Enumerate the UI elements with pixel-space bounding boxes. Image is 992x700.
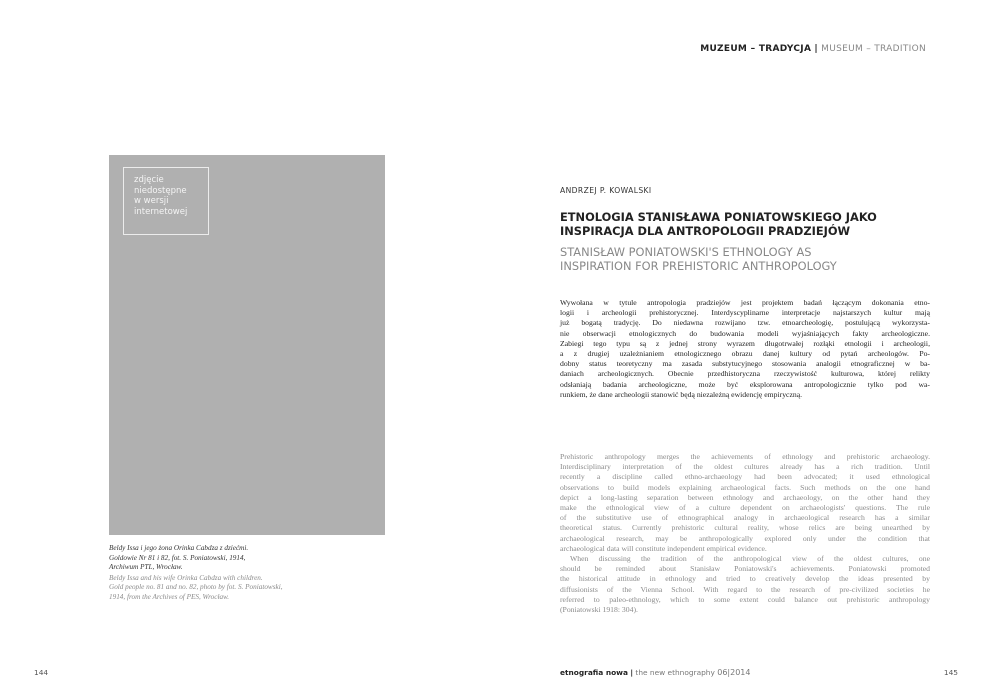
abstract-line: theoretical status. Currently prehistoric cultural reality, whose relics are being unearthed by xyxy=(560,523,930,533)
photo-placeholder xyxy=(109,155,385,535)
photo-note-line: zdjęcie xyxy=(134,175,164,185)
photo-note-line: internetowej xyxy=(134,206,188,217)
abstract-line: depict a long-lasting separation between ethnology and archaeology, on the other hand they xyxy=(560,492,930,502)
abstract-line: daniach archeologicznych. Obecnie przedhistoryczna rzeczywistość kulturowa, której relikty xyxy=(560,369,930,379)
title-line: INSPIRATION FOR PREHISTORIC ANTHROPOLOGY xyxy=(560,259,837,273)
abstract-line: dobny status teoretyczny ma zasada substytucyjnego stosowania analogii etnograficznej w ba- xyxy=(560,359,930,369)
abstract-line: Prehistoric anthropology merges the achievements of ethnology and prehistoric archaeology. xyxy=(560,452,930,461)
header-series-en: MUSEUM – TRADITION xyxy=(821,44,926,54)
abstract-line: When discussing the tradition of the anthropological view of the oldest cultures, one xyxy=(570,554,930,564)
caption-line: Gold people no. 81 and no. 82, photo by fot. S. Poniatowski, xyxy=(109,583,283,592)
caption-line: Archiwum PTL, Wrocław. xyxy=(109,563,183,572)
caption-line: Goldowie Nr 81 i 82, fot. S. Poniatowski, 1914, xyxy=(109,553,246,562)
caption-polish xyxy=(109,544,359,573)
caption-line: 1914, from the Archives of PES, Wrocław. xyxy=(109,592,230,601)
abstract-line: diffusionists of the Vienna School. With regard to the research of pre-civilized societies he xyxy=(560,584,930,594)
header-series-pl: MUZEUM – TRADYCJA xyxy=(700,44,812,54)
abstract-line: archaeological research, may be anthropologically explored only under the condition that xyxy=(560,533,930,543)
abstract-line: Zabiegi tego typu są z jednej strony wyrazem długotrwałej rozłąki etnologii i archeologii, xyxy=(560,338,930,348)
footer-separator: | xyxy=(630,668,634,677)
photo-note-line: w wersji xyxy=(134,196,169,206)
author-name: ANDRZEJ P. KOWALSKI xyxy=(560,186,652,195)
abstract-line: of the substitutive use of ethnographical analogy in archaeological research has a similar xyxy=(560,513,930,523)
abstract-line: nie obserwacji etnologicznych do budowania modeli wyjaśniających fakty archeologiczne. xyxy=(560,328,930,338)
abstract-line: archaeological data will constitute independent empirical evidence. xyxy=(560,543,767,553)
abstract-polish xyxy=(560,298,930,400)
abstract-line: (Poniatowski 1918: 304). xyxy=(560,605,638,615)
abstract-line: runkiem, że dane archeologii stanowić będą niezależną ewidencję empiryczną. xyxy=(560,389,803,399)
journal-name-pl: etnografia nowa xyxy=(560,668,628,677)
photo-note-line: niedostępne xyxy=(134,185,187,196)
abstract-line: referred to paleo-ethnology, which to some extent could balance out prehistoric anthropology xyxy=(560,594,930,604)
abstract-line: Wywołana w tytule antropologia pradziejów jest projektem badań łączącym dokonania etno- xyxy=(560,298,930,307)
abstract-line: odsłaniają badania archeologiczne, może być eksplorowana antropologicznie tylko pod wa- xyxy=(560,379,930,389)
abstract-line: recently a discipline called ethno-archaeology had been advocated; it used ethnological xyxy=(560,472,930,482)
caption-english xyxy=(109,574,359,603)
abstract-line: logii i archeologii prehistorycznej. Interdyscyplinarne interpretacje najstarszych kultur mają xyxy=(560,308,930,318)
abstract-line: już bogatą tradycję. Do niedawna rozwijano tzw. etnoarcheologię, postulującą wykorzysta- xyxy=(560,318,930,328)
abstract-line: should be reminded about Stanisław Poniatowski's achievements. Poniatowski promoted xyxy=(560,564,930,574)
article-title-polish xyxy=(560,210,930,238)
issue-number: 06|2014 xyxy=(717,668,751,677)
photo-caption xyxy=(109,544,359,603)
page-number-right: 145 xyxy=(943,668,958,677)
abstract-line: make the ethnological view of a culture dependent on archaeologists' questions. The rule xyxy=(560,503,930,513)
abstract-line: a z drugiej uzależnianiem etnologicznego obrazu danej kultury od pytań archeologów. Po- xyxy=(560,349,930,359)
abstract-line: the historical attitude in ethnology and tried to creatively develop the ideas presented by xyxy=(560,574,930,584)
caption-line: Beldy Issa i jego żona Orinka Cabdza z dziećmi. xyxy=(109,544,249,552)
journal-name-en: the new ethnography xyxy=(635,668,715,677)
page-number-left: 144 xyxy=(34,668,49,677)
article-title-english xyxy=(560,245,930,273)
abstract-line: Interdisciplinary interpretation of the oldest cultures already has a rich tradition. Until xyxy=(560,462,930,472)
running-header xyxy=(700,44,926,54)
journal-footer xyxy=(560,668,750,677)
title-line: ETNOLOGIA STANISŁAWA PONIATOWSKIEGO JAKO xyxy=(560,210,877,224)
abstract-english xyxy=(560,452,930,615)
abstract-line: observations to build models explaining archaeological facts. Such methods on the one hand xyxy=(560,482,930,492)
title-line: STANISŁAW PONIATOWSKI'S ETHNOLOGY AS xyxy=(560,245,812,259)
photo-unavailable-note xyxy=(123,167,209,235)
title-line: INSPIRACJA DLA ANTROPOLOGII PRADZIEJÓW xyxy=(560,224,851,238)
caption-line: Beldy Issa and his wife Orinka Cabdza with children. xyxy=(109,573,263,582)
header-separator: | xyxy=(814,44,818,54)
